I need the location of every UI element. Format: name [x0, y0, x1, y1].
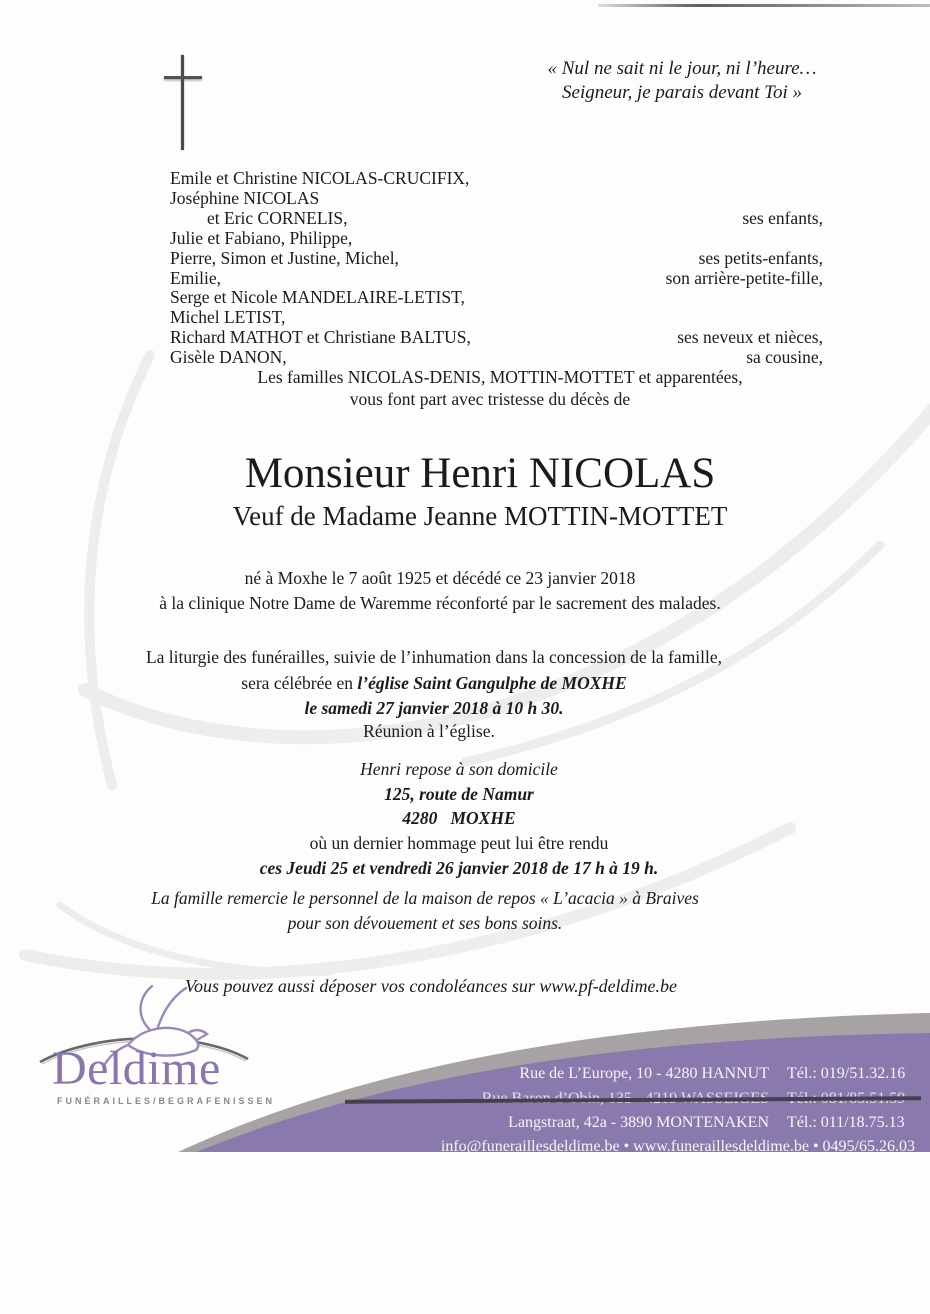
birth-death-block: [0, 566, 880, 616]
relative-names: Emilie,: [170, 267, 222, 288]
contact-row: [355, 1111, 915, 1136]
ceremony-block: [0, 645, 868, 722]
relative-names: Michel LETIST,: [170, 307, 286, 328]
relative-names: Julie et Fabiano, Philippe,: [170, 227, 353, 248]
repose-street: 125, route de Namur: [384, 783, 534, 804]
contact-phone: Tél.: 019/51.32.16: [787, 1065, 906, 1082]
ceremony-line-2-prefix: sera célébrée en: [241, 672, 358, 693]
thanks-line-2: pour son dévouement et ses bons soins.: [287, 913, 563, 933]
relative-names: Pierre, Simon et Justine, Michel,: [170, 247, 399, 268]
relative-names: Richard MATHOT et Christiane BALTUS,: [170, 327, 471, 348]
relative-row: [170, 308, 823, 328]
cross-icon: [160, 50, 210, 155]
relative-row: [170, 169, 823, 189]
relative-row: [170, 348, 823, 368]
relatives-list: [170, 169, 823, 368]
relative-row: [170, 209, 823, 229]
contact-row: [355, 1062, 915, 1087]
company-tagline: FUNÉRAILLES/BEGRAFENISSEN: [57, 1096, 276, 1106]
relative-names: et Eric CORNELIS,: [207, 207, 348, 228]
ceremony-line-2: [0, 671, 868, 697]
scan-artifact-line: [598, 4, 930, 7]
contact-row: [355, 1136, 915, 1158]
relation-label: ses petits-enfants,: [698, 247, 823, 268]
contact-email-web: info@funeraillesdeldime.be • www.funeraillesdeldime.be • 0495/65.26.03: [440, 1137, 915, 1155]
relation-label: son arrière-petite-fille,: [665, 267, 823, 288]
religious-quote: [536, 57, 828, 104]
repose-visit-dates: ces Jeudi 25 et vendredi 26 janvier 2018 de 17 h à 19 h.: [259, 857, 659, 878]
church-name: l’église Saint Gangulphe de MOXHE: [357, 672, 627, 693]
families-line: Les familles NICOLAS-DENIS, MOTTIN-MOTTET et apparentées,: [257, 367, 743, 387]
contact-phone: Tél.: 011/18.75.13: [787, 1114, 905, 1131]
company-logo-text: Deldime: [52, 1042, 221, 1095]
repose-block: [0, 757, 918, 881]
relation-label: ses neveux et nièces,: [677, 327, 823, 348]
ceremony-line-1: La liturgie des funérailles, suivie de l’inhumation dans la concession de la famille,: [145, 647, 723, 667]
relation-label: ses enfants,: [742, 207, 823, 228]
deceased-subtitle: Veuf de Madame Jeanne MOTTIN-MOTTET: [232, 501, 728, 531]
repose-city: 4280 MOXHE: [402, 808, 516, 829]
relation-label: sa cousine,: [746, 347, 823, 368]
relative-row: [170, 229, 823, 249]
relative-row: [170, 249, 823, 269]
relative-row: [170, 189, 823, 209]
condolences-line: Vous pouvez aussi déposer vos condoléances sur www.pf-deldime.be: [184, 976, 678, 996]
birth-death-line-2: à la clinique Notre Dame de Waremme réconforté par le sacrement des malades.: [159, 593, 721, 613]
quote-line-1: « Nul ne sait ni le jour, ni l’heure…: [547, 58, 817, 79]
relative-row: [170, 328, 823, 348]
contact-address: Langstraat, 42a - 3890 MONTENAKEN: [508, 1114, 769, 1131]
repose-line-4: où un dernier hommage peut lui être rendu: [309, 833, 609, 854]
quote-line-2: Seigneur, je parais devant Toi »: [562, 81, 802, 103]
thanks-line-1: La famille remercie le personnel de la maison de repos « L’acacia » à Braives: [151, 888, 699, 908]
repose-line-1: Henri repose à son domicile: [360, 759, 558, 779]
meeting-line: Réunion à l’église.: [363, 721, 495, 741]
relative-names: Serge et Nicole MANDELAIRE-LETIST,: [170, 287, 465, 308]
relative-names: Gisèle DANON,: [170, 347, 287, 368]
ceremony-date-line: le samedi 27 janvier 2018 à 10 h 30.: [304, 698, 564, 718]
thanks-block: [0, 886, 850, 936]
relative-row: [170, 269, 823, 289]
relative-names: Emile et Christine NICOLAS-CRUCIFIX,: [170, 168, 470, 188]
deceased-name-title: Monsieur Henri NICOLAS: [244, 450, 716, 497]
announcement-line: vous font part avec tristesse du décès de: [349, 389, 631, 409]
relative-names: Joséphine NICOLAS: [170, 187, 320, 208]
birth-death-line-1: né à Moxhe le 7 août 1925 et décédé ce 23 janvier 2018: [244, 568, 636, 588]
contact-address: Rue de L’Europe, 10 - 4280 HANNUT: [519, 1065, 769, 1082]
relative-row: [170, 288, 823, 308]
footer-contacts: [355, 1062, 915, 1158]
contact-row-struck: [355, 1087, 915, 1112]
